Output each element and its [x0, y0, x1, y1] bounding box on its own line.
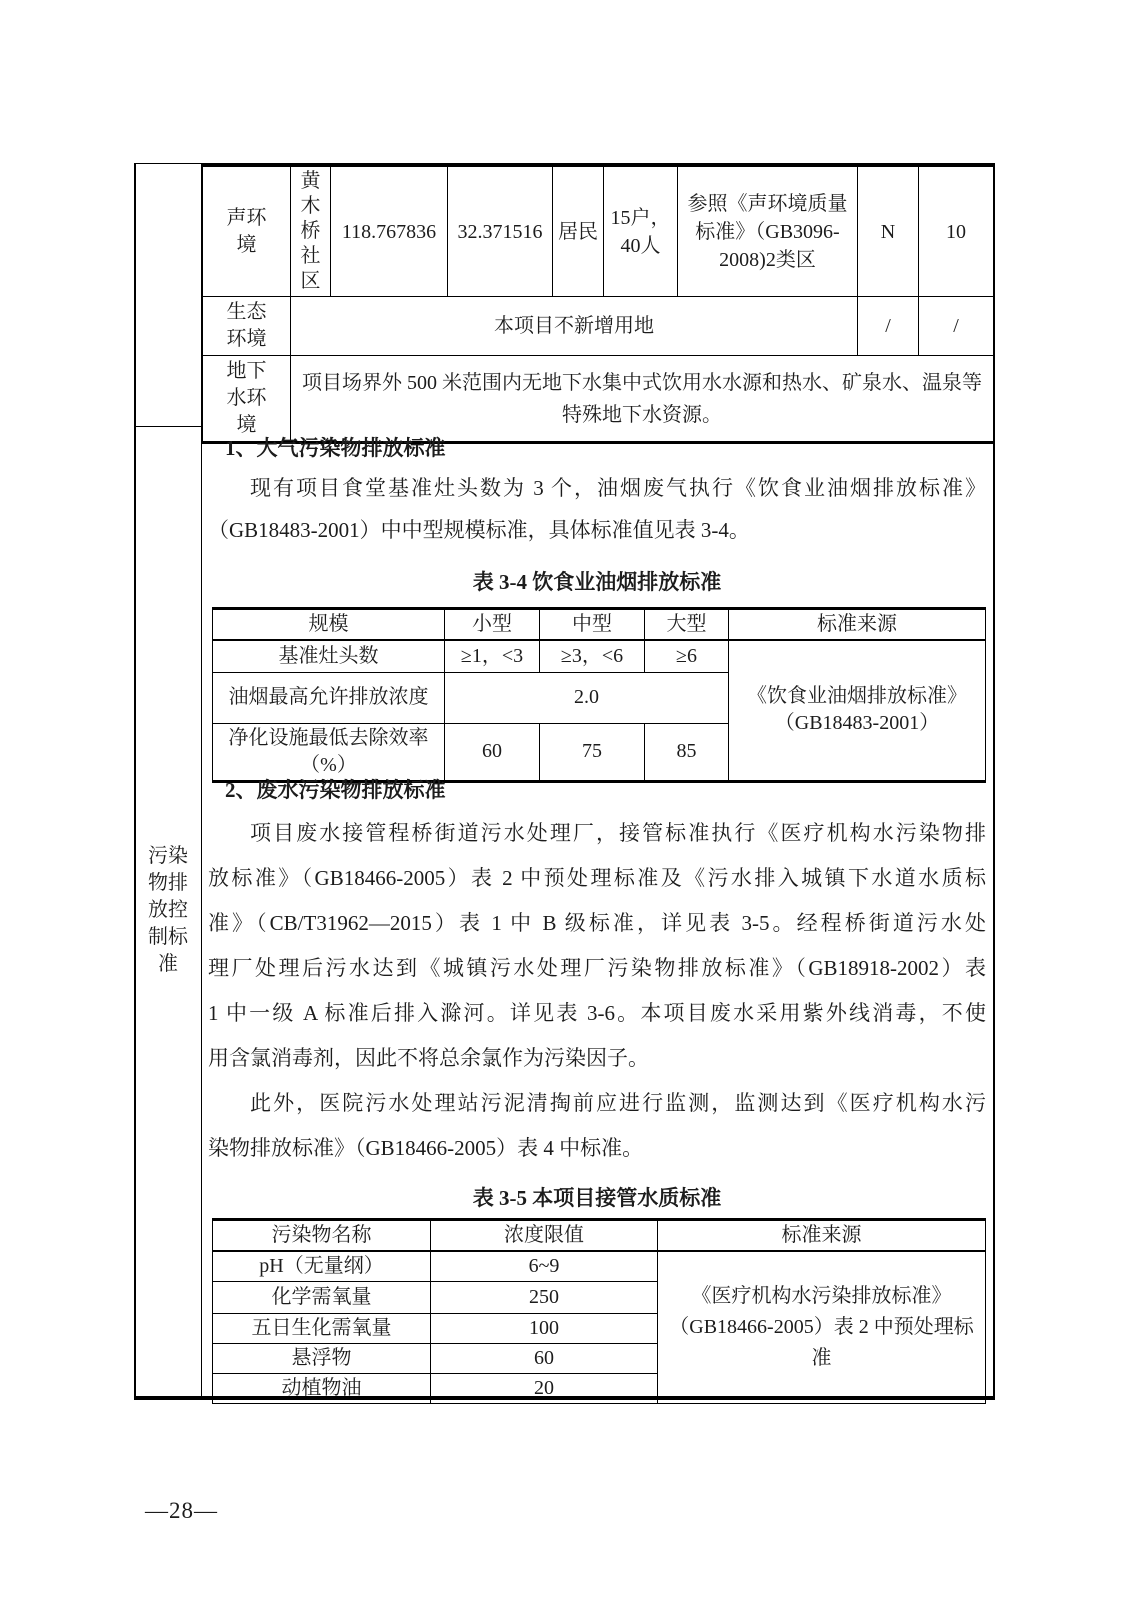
removal-efficiency-large-cell: 85 — [645, 723, 729, 781]
ecology-row-label: 生态环境 — [226, 301, 267, 350]
table-3-4-header-large: 大型 — [645, 609, 729, 641]
table-3-5-row-ph — [213, 1251, 986, 1282]
removal-efficiency-medium-cell: 75 — [540, 723, 645, 781]
removal-efficiency-label-cell — [213, 723, 445, 781]
ss-name-cell: 悬浮物 — [213, 1344, 431, 1374]
table-3-5-source-cell: 《医疗机构水污染排放标准》（GB18466-2005）表 2 中预处理标准 — [658, 1251, 986, 1404]
table-3-4-stove-row — [213, 640, 986, 672]
fume-concentration-label-cell: 油烟最高允许排放浓度 — [213, 672, 445, 723]
table-3-4-header-small: 小型 — [445, 609, 540, 641]
ecology-row-label-cell — [203, 297, 291, 356]
noise-latitude-cell: 32.371516 — [448, 165, 553, 297]
section2-paragraph1-line-2: 放标准》（GB18466-2005）表 2 中预处理标准及《污水排入城镇下水道水质标 — [208, 866, 986, 890]
table-3-4-header-scale: 规模 — [213, 609, 445, 641]
noise-scale-cell — [604, 165, 678, 297]
noise-direction-cell: N — [858, 165, 919, 297]
ecology-slash-cell-2: / — [919, 297, 994, 356]
cod-name-cell: 化学需氧量 — [213, 1282, 431, 1314]
section2-paragraph1-line-1: 项目废水接管程桥街道污水处理厂，接管标准执行《医疗机构水污染物排 — [250, 821, 986, 845]
noise-row-label: 声环境 — [226, 206, 267, 256]
form-row-divider-left-cell — [134, 426, 202, 427]
table-3-4-wrap — [212, 607, 986, 783]
groundwater-environment-row — [203, 356, 994, 443]
section1-paragraph-line-1: 现有项目食堂基准灶头数为 3 个，油烟废气执行《饮食业油烟排放标准》 — [250, 476, 986, 500]
groundwater-content-cell: 项目场界外 500 米范围内无地下水集中式饮用水水源和热水、矿泉水、温泉等特殊地下水资源。 — [291, 356, 994, 443]
ecology-environment-row — [203, 297, 994, 356]
page-number: —28— — [145, 1498, 218, 1523]
ecology-slash-cell-1: / — [858, 297, 919, 356]
section2-paragraph1-line-3: 准》（CB/T31962—2015）表 1 中 B 级标准，详见表 3-5。经程桥街道污水处 — [208, 911, 986, 935]
table-3-4-title: 表 3-4 饮食业油烟排放标准 — [472, 570, 722, 594]
noise-site-cell — [291, 165, 331, 297]
section2-paragraph2-line-1: 此外，医院污水处理站污泥清掏前应进行监测，监测达到《医疗机构水污 — [250, 1091, 986, 1115]
section2-paragraph1-line-5: 1 中一级 A 标准后排入滁河。详见表 3-6。本项目废水采用紫外线消毒，不使 — [208, 1001, 986, 1025]
table-3-5-header-pollutant: 污染物名称 — [213, 1220, 431, 1252]
table-3-5-header-source: 标准来源 — [658, 1220, 986, 1252]
removal-efficiency-label: 净化设施最低去除效率（%） — [228, 726, 429, 776]
stove-count-large-cell: ≥6 — [645, 640, 729, 672]
section2-paragraph2-line-2: 染物排放标准》（GB18466-2005）表 4 中标准。 — [208, 1136, 644, 1160]
noise-environment-row — [203, 165, 994, 297]
noise-scale-value: 15户，40人 — [610, 206, 671, 257]
table-3-4-header-medium: 中型 — [540, 609, 645, 641]
oil-name-cell: 动植物油 — [213, 1374, 431, 1404]
section2-paragraph1-line-6: 用含氯消毒剂，因此不将总余氯作为污染因子。 — [208, 1046, 649, 1070]
removal-efficiency-small-cell: 60 — [445, 723, 540, 781]
noise-row-label-cell — [203, 165, 291, 297]
table-3-5-wrap — [212, 1218, 986, 1404]
environment-table — [202, 163, 994, 444]
groundwater-row-label-cell — [203, 356, 291, 443]
noise-distance-cell: 10 — [919, 165, 994, 297]
stove-count-medium-cell: ≥3，<6 — [540, 640, 645, 672]
form-top-border-left-cell — [134, 163, 202, 164]
stove-count-small-cell: ≥1，<3 — [445, 640, 540, 672]
environment-table-wrap — [202, 163, 994, 444]
form-category-label: 污染物排放控制标准 — [148, 845, 188, 975]
table-3-5-title: 表 3-5 本项目接管水质标准 — [472, 1186, 722, 1210]
table-3-5-header-limit: 浓度限值 — [431, 1220, 658, 1252]
noise-longitude-cell: 118.767836 — [331, 165, 448, 297]
stove-count-label-cell: 基准灶头数 — [213, 640, 445, 672]
oil-limit-cell: 20 — [431, 1374, 658, 1404]
table-3-4-header-row — [213, 609, 986, 641]
ss-limit-cell: 60 — [431, 1344, 658, 1374]
cod-limit-cell: 250 — [431, 1282, 658, 1314]
table-3-4-source-cell: 《饮食业油烟排放标准》（GB18483-2001） — [729, 640, 986, 781]
form-left-border — [134, 163, 136, 1400]
noise-standard-cell: 参照《声环境质量标准》（GB3096-2008)2类区 — [678, 165, 858, 297]
noise-site-name: 黄木桥社区 — [300, 170, 321, 292]
table-3-5-header-row — [213, 1220, 986, 1252]
section2-paragraph1-line-4: 理厂处理后污水达到《城镇污水处理厂污染物排放标准》（GB18918-2002）表 — [208, 956, 986, 980]
ecology-content-cell: 本项目不新增用地 — [291, 297, 858, 356]
noise-target-type-cell: 居民 — [553, 165, 604, 297]
ph-limit-cell: 6~9 — [431, 1251, 658, 1282]
fume-concentration-value-cell: 2.0 — [445, 672, 729, 723]
table-3-4 — [212, 607, 986, 783]
table-3-5 — [212, 1218, 986, 1404]
section1-paragraph-line-2: （GB18483-2001）中中型规模标准，具体标准值见表 3-4。 — [208, 518, 750, 542]
section1-heading: 1、大气污染物排放标准 — [225, 436, 446, 460]
bod-name-cell: 五日生化需氧量 — [213, 1314, 431, 1344]
bod-limit-cell: 100 — [431, 1314, 658, 1344]
groundwater-row-label: 地下水环境 — [226, 360, 267, 436]
table-3-4-header-source: 标准来源 — [729, 609, 986, 641]
section2-heading: 2、废水污染物排放标准 — [225, 778, 446, 802]
ph-name-cell: pH（无量纲） — [213, 1251, 431, 1282]
